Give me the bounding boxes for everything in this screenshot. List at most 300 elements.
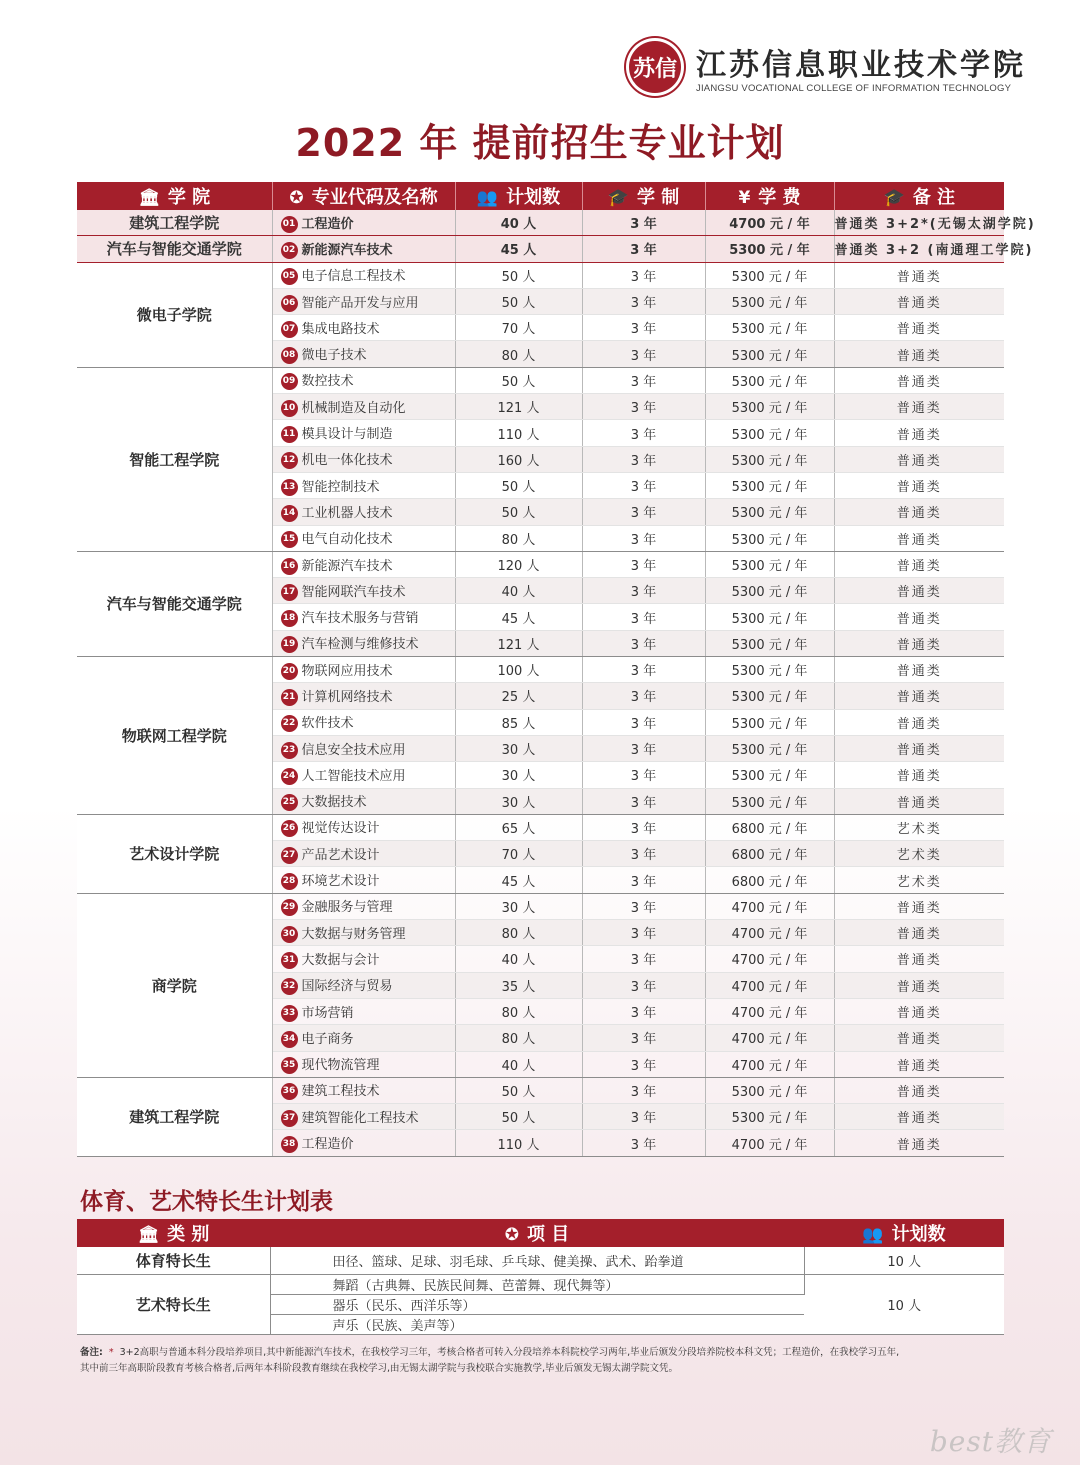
header-spec-quota: 👥 计划数 <box>804 1219 1004 1247</box>
major-cell <box>272 210 455 236</box>
major-cell <box>272 1051 455 1077</box>
major-cell <box>272 341 455 367</box>
major-cell <box>272 1104 455 1130</box>
quota-cell: 80 人 <box>455 525 582 551</box>
major-cell <box>272 762 455 788</box>
major-code-badge: 17 <box>281 584 298 601</box>
years-cell: 3 年 <box>582 525 705 551</box>
quota-cell: 160 人 <box>455 446 582 472</box>
specialty-item: 舞蹈（古典舞、民族民间舞、芭蕾舞、现代舞等） <box>270 1275 804 1295</box>
major-name: 产品艺术设计 <box>301 847 380 863</box>
quota-cell: 25 人 <box>455 683 582 709</box>
years-cell: 3 年 <box>582 472 705 498</box>
major-code-badge: 27 <box>281 847 298 864</box>
years-cell: 3 年 <box>582 551 705 577</box>
college-cell: 艺术设计学院 <box>77 814 272 893</box>
college-cell: 物联网工程学院 <box>77 657 272 815</box>
remark-cell: 普通类 <box>834 525 1004 551</box>
remark-cell: 普通类 <box>834 604 1004 630</box>
quota-cell: 121 人 <box>455 394 582 420</box>
major-code-badge: 30 <box>281 926 298 943</box>
major-cell <box>272 367 455 393</box>
fee-cell: 4700 元 / 年 <box>705 972 834 998</box>
major-code-badge: 01 <box>281 216 298 233</box>
years-cell: 3 年 <box>582 315 705 341</box>
specialty-quota: 10 人 <box>804 1247 1004 1275</box>
major-name: 新能源汽车技术 <box>301 558 393 574</box>
fee-cell: 5300 元 / 年 <box>705 604 834 630</box>
remark-cell: 普通类 <box>834 578 1004 604</box>
building-icon: 🏛 <box>138 188 160 208</box>
years-cell: 3 年 <box>582 841 705 867</box>
major-code-badge: 14 <box>281 505 298 522</box>
major-name: 数控技术 <box>301 374 354 390</box>
years-cell: 3 年 <box>582 210 705 236</box>
quota-cell: 30 人 <box>455 788 582 814</box>
major-cell <box>272 1025 455 1051</box>
quota-cell: 50 人 <box>455 1077 582 1103</box>
college-cell: 建筑工程学院 <box>77 210 272 236</box>
fee-cell: 4700 元 / 年 <box>705 1130 834 1156</box>
college-cell: 智能工程学院 <box>77 367 272 551</box>
quota-cell: 40 人 <box>455 210 582 236</box>
specialty-category: 体育特长生 <box>77 1247 270 1275</box>
years-cell: 3 年 <box>582 1104 705 1130</box>
header-fee: ¥ 学 费 <box>705 182 834 210</box>
major-cell <box>272 499 455 525</box>
cap-icon: 🎓 <box>883 188 905 208</box>
fee-cell: 5300 元 / 年 <box>705 420 834 446</box>
quota-cell: 100 人 <box>455 657 582 683</box>
fee-cell: 5300 元 / 年 <box>705 525 834 551</box>
major-name: 汽车检测与维修技术 <box>301 637 419 653</box>
college-cell: 微电子学院 <box>77 262 272 367</box>
quota-cell: 65 人 <box>455 814 582 840</box>
major-name: 机电一体化技术 <box>301 453 393 469</box>
major-cell <box>272 420 455 446</box>
years-cell: 3 年 <box>582 657 705 683</box>
years-cell: 3 年 <box>582 367 705 393</box>
fee-cell: 6800 元 / 年 <box>705 814 834 840</box>
major-code-badge: 19 <box>281 636 298 653</box>
remark-cell: 普通类 <box>834 709 1004 735</box>
fee-cell: 5300 元 / 年 <box>705 1104 834 1130</box>
quota-cell: 30 人 <box>455 762 582 788</box>
years-cell: 3 年 <box>582 446 705 472</box>
fee-cell: 5300 元 / 年 <box>705 315 834 341</box>
specialty-section-title: 体育、艺术特长生计划表 <box>80 1189 333 1215</box>
note-label: 备注: <box>80 1347 103 1358</box>
quota-cell: 50 人 <box>455 262 582 288</box>
years-cell: 3 年 <box>582 709 705 735</box>
special-plan-row <box>77 210 1004 236</box>
specialty-header-row <box>77 1219 1004 1247</box>
years-cell: 3 年 <box>582 262 705 288</box>
remark-cell: 普通类 <box>834 972 1004 998</box>
enrollment-plan-table <box>77 182 1036 1157</box>
quota-cell: 50 人 <box>455 499 582 525</box>
major-cell <box>272 814 455 840</box>
major-code-badge: 34 <box>281 1031 298 1048</box>
remark-cell: 普通类 <box>834 920 1004 946</box>
years-cell: 3 年 <box>582 998 705 1024</box>
major-name: 建筑工程技术 <box>301 1084 380 1100</box>
major-cell <box>272 683 455 709</box>
major-code-badge: 15 <box>281 531 298 548</box>
major-code-badge: 22 <box>281 715 298 732</box>
major-cell <box>272 946 455 972</box>
remark-cell: 普通类 <box>834 946 1004 972</box>
fee-cell: 5300 元 / 年 <box>705 683 834 709</box>
fee-cell: 5300 元 / 年 <box>705 499 834 525</box>
major-name: 工程造价 <box>301 1137 354 1153</box>
major-cell <box>272 578 455 604</box>
major-code-badge: 35 <box>281 1057 298 1074</box>
years-cell: 3 年 <box>582 946 705 972</box>
major-cell <box>272 1077 455 1103</box>
specialty-item: 田径、篮球、足球、羽毛球、乒乓球、健美操、武术、跆拳道 <box>270 1247 804 1275</box>
years-cell: 3 年 <box>582 578 705 604</box>
remark-cell: 普通类 <box>834 762 1004 788</box>
major-code-badge: 38 <box>281 1136 298 1153</box>
note-text-2: 其中前三年高职阶段教育考核合格者,后两年本科阶段教育继续在我校学习,由无锡太湖学院与我校联合实施教学,毕业后颁发无锡太湖学院文凭。 <box>80 1363 679 1374</box>
major-name: 视觉传达设计 <box>301 821 380 837</box>
remark-cell: 艺术类 <box>834 867 1004 893</box>
table-row <box>77 893 1004 919</box>
table-row <box>77 367 1004 393</box>
major-name: 工业机器人技术 <box>301 505 393 521</box>
major-code-badge: 28 <box>281 873 298 890</box>
years-cell: 3 年 <box>582 394 705 420</box>
table-row <box>77 1077 1004 1103</box>
quota-cell: 50 人 <box>455 367 582 393</box>
major-code-badge: 18 <box>281 610 298 627</box>
major-name: 环境艺术设计 <box>301 874 380 890</box>
major-code-badge: 20 <box>281 663 298 680</box>
specialty-row <box>77 1247 1004 1275</box>
fee-cell: 5300 元 / 年 <box>705 288 834 314</box>
fee-cell: 5300 元 / 年 <box>705 630 834 656</box>
header-category: 🏛 类 别 <box>77 1219 270 1247</box>
money-icon: ¥ <box>738 188 751 208</box>
major-name: 信息安全技术应用 <box>301 742 406 758</box>
major-name: 人工智能技术应用 <box>301 768 406 784</box>
fee-cell: 5300 元 / 年 <box>705 1077 834 1103</box>
people-icon: 👥 <box>862 1225 884 1245</box>
fee-cell: 6800 元 / 年 <box>705 841 834 867</box>
quota-cell: 80 人 <box>455 1025 582 1051</box>
years-cell: 3 年 <box>582 1130 705 1156</box>
quota-cell: 50 人 <box>455 472 582 498</box>
quota-cell: 120 人 <box>455 551 582 577</box>
years-cell: 3 年 <box>582 1077 705 1103</box>
years-cell: 3 年 <box>582 420 705 446</box>
remark-cell: 艺术类 <box>834 814 1004 840</box>
major-cell <box>272 236 455 262</box>
years-cell: 3 年 <box>582 972 705 998</box>
fee-cell: 5300 元 / 年 <box>705 236 834 262</box>
years-cell: 3 年 <box>582 683 705 709</box>
fee-cell: 5300 元 / 年 <box>705 341 834 367</box>
major-name: 大数据与会计 <box>301 952 380 968</box>
major-cell <box>272 735 455 761</box>
fee-cell: 5300 元 / 年 <box>705 367 834 393</box>
major-code-badge: 07 <box>281 321 298 338</box>
specialty-item: 器乐（民乐、西洋乐等） <box>270 1295 804 1315</box>
major-cell <box>272 315 455 341</box>
specialty-row <box>77 1275 1004 1295</box>
major-name: 智能网联汽车技术 <box>301 584 406 600</box>
major-cell <box>272 551 455 577</box>
remark-cell: 普通类 <box>834 499 1004 525</box>
college-cell: 建筑工程学院 <box>77 1077 272 1156</box>
specialty-plan-table <box>77 1219 1004 1335</box>
major-name: 微电子技术 <box>301 348 367 364</box>
fee-cell: 5300 元 / 年 <box>705 551 834 577</box>
quota-cell: 121 人 <box>455 630 582 656</box>
major-cell <box>272 604 455 630</box>
quota-cell: 80 人 <box>455 920 582 946</box>
major-code-badge: 25 <box>281 794 298 811</box>
remark-cell: 普通类 <box>834 1104 1004 1130</box>
years-cell: 3 年 <box>582 499 705 525</box>
major-code-badge: 11 <box>281 426 298 443</box>
major-name: 电气自动化技术 <box>301 532 393 548</box>
major-cell <box>272 657 455 683</box>
fee-cell: 5300 元 / 年 <box>705 788 834 814</box>
fee-cell: 4700 元 / 年 <box>705 920 834 946</box>
major-cell <box>272 920 455 946</box>
years-cell: 3 年 <box>582 236 705 262</box>
table-row <box>77 551 1004 577</box>
remark-cell: 普通类 <box>834 315 1004 341</box>
remark-cell: 普通类 <box>834 1025 1004 1051</box>
quota-cell: 70 人 <box>455 315 582 341</box>
major-code-badge: 08 <box>281 347 298 364</box>
quota-cell: 40 人 <box>455 578 582 604</box>
note-text-1: 3+2高职与普通本科分段培养项目,其中新能源汽车技术，在我校学习三年，考核合格者可转入分段培养本科院校学习两年,毕业后颁发分段培养院校本科文凭；工程造价，在我校学习五年, <box>119 1347 900 1358</box>
major-code-badge: 16 <box>281 558 298 575</box>
years-cell: 3 年 <box>582 1025 705 1051</box>
fee-cell: 5300 元 / 年 <box>705 446 834 472</box>
quota-cell: 50 人 <box>455 1104 582 1130</box>
major-name: 大数据与财务管理 <box>301 926 406 942</box>
page-title: 2022 年 提前招生专业计划 <box>295 121 785 165</box>
college-name-en: JIANGSU VOCATIONAL COLLEGE OF INFORMATION TECHNOLOGY <box>696 83 1012 94</box>
major-cell <box>272 446 455 472</box>
years-cell: 3 年 <box>582 762 705 788</box>
specialty-category: 艺术特长生 <box>77 1275 270 1335</box>
major-name: 集成电路技术 <box>301 321 380 337</box>
major-code-badge: 36 <box>281 1083 298 1100</box>
fee-cell: 5300 元 / 年 <box>705 762 834 788</box>
years-cell: 3 年 <box>582 630 705 656</box>
major-cell <box>272 709 455 735</box>
major-cell <box>272 394 455 420</box>
fee-cell: 5300 元 / 年 <box>705 262 834 288</box>
years-cell: 3 年 <box>582 920 705 946</box>
remark-cell: 普通类 <box>834 262 1004 288</box>
fee-cell: 4700 元 / 年 <box>705 1025 834 1051</box>
major-code-badge: 29 <box>281 899 298 916</box>
fee-cell: 5300 元 / 年 <box>705 709 834 735</box>
fee-cell: 5300 元 / 年 <box>705 735 834 761</box>
major-cell <box>272 472 455 498</box>
remark-cell: 普通类 <box>834 1051 1004 1077</box>
major-name: 智能产品开发与应用 <box>301 295 419 311</box>
major-name: 建筑智能化工程技术 <box>301 1110 419 1126</box>
remark-cell: 普通类 <box>834 998 1004 1024</box>
major-code-badge: 21 <box>281 689 298 706</box>
quota-cell: 45 人 <box>455 236 582 262</box>
remark-cell: 普通类 <box>834 446 1004 472</box>
years-cell: 3 年 <box>582 735 705 761</box>
header-remark: 🎓 备 注 <box>834 182 1004 210</box>
remark-cell: 普通类 <box>834 420 1004 446</box>
major-code-badge: 06 <box>281 295 298 312</box>
header-major: ✪ 专业代码及名称 <box>272 182 455 210</box>
major-code-badge: 05 <box>281 268 298 285</box>
major-cell <box>272 841 455 867</box>
years-cell: 3 年 <box>582 893 705 919</box>
major-code-badge: 09 <box>281 373 298 390</box>
years-cell: 3 年 <box>582 1051 705 1077</box>
major-code-badge: 37 <box>281 1110 298 1127</box>
major-name: 大数据技术 <box>301 795 367 811</box>
remark-cell: 普通类 <box>834 735 1004 761</box>
remark-cell: 普通类 3+2 (南通理工学院) <box>834 236 1004 262</box>
major-code-badge: 10 <box>281 400 298 417</box>
major-cell <box>272 262 455 288</box>
remark-cell: 普通类 <box>834 367 1004 393</box>
quota-cell: 110 人 <box>455 420 582 446</box>
major-cell <box>272 788 455 814</box>
college-cell: 汽车与智能交通学院 <box>77 551 272 656</box>
major-name: 机械制造及自动化 <box>301 400 406 416</box>
major-code-badge: 12 <box>281 452 298 469</box>
quota-cell: 40 人 <box>455 1051 582 1077</box>
fee-cell: 5300 元 / 年 <box>705 394 834 420</box>
major-code-badge: 31 <box>281 952 298 969</box>
remark-cell: 普通类 <box>834 472 1004 498</box>
years-cell: 3 年 <box>582 814 705 840</box>
major-name: 电子信息工程技术 <box>301 269 406 285</box>
fee-cell: 4700 元 / 年 <box>705 946 834 972</box>
major-code-badge: 24 <box>281 768 298 785</box>
fee-cell: 5300 元 / 年 <box>705 657 834 683</box>
remark-cell: 普通类 <box>834 893 1004 919</box>
table-row <box>77 262 1004 288</box>
quota-cell: 45 人 <box>455 604 582 630</box>
remark-cell: 普通类 <box>834 394 1004 420</box>
fee-cell: 5300 元 / 年 <box>705 578 834 604</box>
college-cell: 商学院 <box>77 893 272 1077</box>
remark-cell: 普通类 <box>834 341 1004 367</box>
remark-cell: 普通类 <box>834 1077 1004 1103</box>
header-years: 🎓 学 制 <box>582 182 705 210</box>
people-icon: 👥 <box>476 188 499 208</box>
header-item: ✪ 项 目 <box>270 1219 804 1247</box>
specialty-item: 声乐（民族、美声等） <box>270 1315 804 1335</box>
quota-cell: 70 人 <box>455 841 582 867</box>
quota-cell: 35 人 <box>455 972 582 998</box>
college-seal-icon: 苏信 <box>626 38 684 96</box>
quota-cell: 45 人 <box>455 867 582 893</box>
major-code-badge: 02 <box>281 242 298 259</box>
major-name: 新能源汽车技术 <box>301 242 393 258</box>
remark-cell: 普通类 <box>834 288 1004 314</box>
major-cell <box>272 525 455 551</box>
college-cell: 汽车与智能交通学院 <box>77 236 272 262</box>
major-code-badge: 26 <box>281 820 298 837</box>
major-code-badge: 32 <box>281 978 298 995</box>
header-quota: 👥 计划数 <box>455 182 582 210</box>
years-cell: 3 年 <box>582 341 705 367</box>
major-cell <box>272 867 455 893</box>
graduate-icon: 🎓 <box>607 188 629 208</box>
college-logo <box>626 38 1026 100</box>
quota-cell: 110 人 <box>455 1130 582 1156</box>
watermark: best教育 <box>929 1425 1052 1458</box>
major-cell <box>272 630 455 656</box>
major-name: 国际经济与贸易 <box>301 979 393 995</box>
remark-cell: 艺术类 <box>834 841 1004 867</box>
remark-cell: 普通类 <box>834 683 1004 709</box>
fee-cell: 4700 元 / 年 <box>705 1051 834 1077</box>
fee-cell: 5300 元 / 年 <box>705 472 834 498</box>
remark-cell: 普通类 <box>834 657 1004 683</box>
table-row <box>77 814 1004 840</box>
quota-cell: 30 人 <box>455 735 582 761</box>
plan-header-row <box>77 182 1004 210</box>
major-name: 现代物流管理 <box>301 1058 380 1074</box>
major-name: 电子商务 <box>301 1031 354 1047</box>
years-cell: 3 年 <box>582 788 705 814</box>
quota-cell: 85 人 <box>455 709 582 735</box>
footnote <box>80 1345 1010 1377</box>
major-cell <box>272 893 455 919</box>
major-name: 汽车技术服务与营销 <box>301 611 419 627</box>
fee-cell: 4700 元 / 年 <box>705 998 834 1024</box>
remark-cell: 普通类 <box>834 788 1004 814</box>
specialty-quota: 10 人 <box>804 1275 1004 1335</box>
major-cell <box>272 998 455 1024</box>
college-name-cn: 江苏信息职业技术学院 <box>696 48 1026 83</box>
quota-cell: 80 人 <box>455 998 582 1024</box>
remark-cell: 普通类 <box>834 630 1004 656</box>
star-icon: ✪ <box>504 1225 519 1245</box>
quota-cell: 40 人 <box>455 946 582 972</box>
years-cell: 3 年 <box>582 288 705 314</box>
years-cell: 3 年 <box>582 604 705 630</box>
quota-cell: 50 人 <box>455 288 582 314</box>
remark-cell: 普通类 3+2*(无锡太湖学院) <box>834 210 1004 236</box>
building-icon: 🏛 <box>137 1225 160 1245</box>
fee-cell: 4700 元 / 年 <box>705 893 834 919</box>
table-row <box>77 657 1004 683</box>
special-plan-row <box>77 236 1004 262</box>
header-college: 🏛 学 院 <box>77 182 272 210</box>
fee-cell: 6800 元 / 年 <box>705 867 834 893</box>
major-name: 市场营销 <box>301 1005 354 1021</box>
major-name: 计算机网络技术 <box>301 689 393 705</box>
remark-cell: 普通类 <box>834 1130 1004 1156</box>
note-star: * <box>108 1347 114 1358</box>
major-name: 软件技术 <box>301 716 354 732</box>
major-name: 工程造价 <box>301 216 354 232</box>
star-icon: ✪ <box>289 188 304 208</box>
fee-cell: 4700 元 / 年 <box>705 210 834 236</box>
